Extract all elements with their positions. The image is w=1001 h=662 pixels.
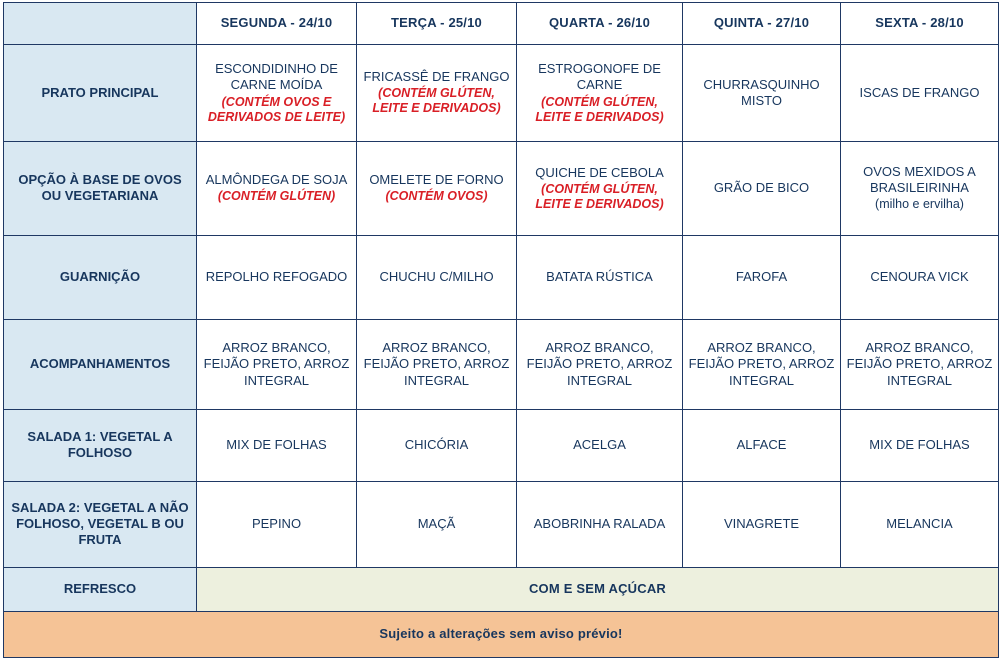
day-header-thursday: QUINTA - 27/10 (683, 3, 841, 45)
dish-subnote: (milho e ervilha) (875, 196, 964, 211)
allergen-note: (CONTÉM GLÚTEN, LEITE E DERIVADOS) (535, 94, 664, 124)
dish-name: CHURRASQUINHO MISTO (703, 76, 820, 108)
cell-guarnicao-monday (197, 236, 357, 320)
cell-salada2-monday (197, 481, 357, 567)
row-label-opcao-ovos-vegetariana: OPÇÃO À BASE DE OVOS OU VEGETARIANA (4, 141, 197, 235)
dish-name: MAÇÃ (417, 516, 456, 532)
cell-prato-principal-thursday (683, 44, 841, 141)
cell-prato-principal-wednesday (517, 44, 683, 141)
cell-prato-principal-tuesday (357, 44, 517, 141)
dish-name: ABOBRINHA RALADA (533, 516, 666, 532)
dish-name: FRICASSÊ DE FRANGO (363, 69, 510, 85)
dish-name: ARROZ BRANCO, FEIJÃO PRETO, ARROZ INTEGRAL (688, 340, 835, 388)
day-header-tuesday: TERÇA - 25/10 (357, 3, 517, 45)
row-label-prato-principal: PRATO PRINCIPAL (4, 44, 197, 141)
cell-opcao-monday (197, 141, 357, 235)
row-label-salada-2: SALADA 2: VEGETAL A NÃO FOLHOSO, VEGETAL B OU FRUTA (4, 481, 197, 567)
cell-salada1-friday (841, 410, 999, 481)
cell-salada2-friday (841, 481, 999, 567)
table-row (4, 567, 999, 611)
row-label-guarnicao: GUARNIÇÃO (4, 236, 197, 320)
dish-name: MIX DE FOLHAS (226, 437, 327, 453)
dish-name: GRÃO DE BICO (713, 180, 810, 196)
dish-name: PEPINO (251, 516, 302, 532)
day-header-wednesday: QUARTA - 26/10 (517, 3, 683, 45)
dish-name: CHUCHU C/MILHO (379, 269, 494, 285)
allergen-note: (CONTÉM GLÚTEN) (217, 189, 336, 204)
cell-opcao-wednesday (517, 141, 683, 235)
dish-name: ARROZ BRANCO, FEIJÃO PRETO, ARROZ INTEGRAL (203, 340, 350, 388)
cell-salada2-thursday (683, 481, 841, 567)
dish-name: MIX DE FOLHAS (869, 437, 970, 453)
cell-acompanhamentos-monday (197, 319, 357, 409)
cell-guarnicao-friday (841, 236, 999, 320)
row-label-acompanhamentos: ACOMPANHAMENTOS (4, 319, 197, 409)
cell-acompanhamentos-tuesday (357, 319, 517, 409)
allergen-note: (CONTÉM GLÚTEN, LEITE E DERIVADOS) (372, 86, 501, 116)
table-row (4, 141, 999, 235)
cell-opcao-friday (841, 141, 999, 235)
cell-salada1-tuesday (357, 410, 517, 481)
dish-name: ARROZ BRANCO, FEIJÃO PRETO, ARROZ INTEGRAL (363, 340, 510, 388)
dish-name: ALFACE (736, 437, 787, 453)
dish-name: MELANCIA (886, 516, 953, 532)
dish-name: OVOS MEXIDOS A BRASILEIRINHA (863, 164, 976, 196)
cell-prato-principal-monday (197, 44, 357, 141)
cell-salada1-monday (197, 410, 357, 481)
allergen-note: (CONTÉM OVOS E DERIVADOS DE LEITE) (207, 94, 346, 124)
dish-name: ESTROGONOFE DE CARNE (538, 61, 661, 93)
cell-salada2-tuesday (357, 481, 517, 567)
day-header-monday: SEGUNDA - 24/10 (197, 3, 357, 45)
dish-name: ACELGA (573, 437, 626, 453)
allergen-note: (CONTÉM OVOS) (385, 189, 488, 204)
dish-name: ARROZ BRANCO, FEIJÃO PRETO, ARROZ INTEGRAL (846, 340, 993, 388)
day-header-friday: SEXTA - 28/10 (841, 3, 999, 45)
dish-name: QUICHE DE CEBOLA (535, 164, 664, 180)
cell-opcao-tuesday (357, 141, 517, 235)
cell-guarnicao-tuesday (357, 236, 517, 320)
table-header-row (4, 3, 999, 45)
header-corner-cell (4, 3, 197, 45)
dish-name: REPOLHO REFOGADO (205, 269, 348, 285)
cell-refresco-value: COM E SEM AÇÚCAR (197, 567, 999, 611)
row-label-salada-1: SALADA 1: VEGETAL A FOLHOSO (4, 410, 197, 481)
weekly-menu-table (3, 2, 999, 658)
cell-opcao-thursday (683, 141, 841, 235)
cell-acompanhamentos-wednesday (517, 319, 683, 409)
allergen-note: (CONTÉM GLÚTEN, LEITE E DERIVADOS) (535, 181, 664, 211)
cell-salada1-thursday (683, 410, 841, 481)
table-row (4, 481, 999, 567)
dish-name: ARROZ BRANCO, FEIJÃO PRETO, ARROZ INTEGRAL (526, 340, 673, 388)
table-row (4, 319, 999, 409)
table-footer-row (4, 611, 999, 657)
dish-name: ISCAS DE FRANGO (859, 84, 980, 100)
dish-name: ALMÔNDEGA DE SOJA (205, 172, 348, 188)
cell-prato-principal-friday (841, 44, 999, 141)
cell-salada1-wednesday (517, 410, 683, 481)
dish-name: CHICÓRIA (404, 437, 469, 453)
dish-name: OMELETE DE FORNO (369, 172, 504, 188)
dish-name: BATATA RÚSTICA (546, 269, 653, 285)
table-row (4, 236, 999, 320)
table-row (4, 410, 999, 481)
cell-salada2-wednesday (517, 481, 683, 567)
footer-disclaimer: Sujeito a alterações sem aviso prévio! (4, 611, 999, 657)
cell-guarnicao-wednesday (517, 236, 683, 320)
dish-name: ESCONDIDINHO DE CARNE MOÍDA (215, 61, 338, 93)
cell-acompanhamentos-friday (841, 319, 999, 409)
cell-acompanhamentos-thursday (683, 319, 841, 409)
table-row (4, 44, 999, 141)
row-label-refresco: REFRESCO (4, 567, 197, 611)
dish-name: VINAGRETE (723, 516, 800, 532)
dish-name: CENOURA VICK (870, 269, 969, 285)
dish-name: FAROFA (735, 269, 788, 285)
cell-guarnicao-thursday (683, 236, 841, 320)
